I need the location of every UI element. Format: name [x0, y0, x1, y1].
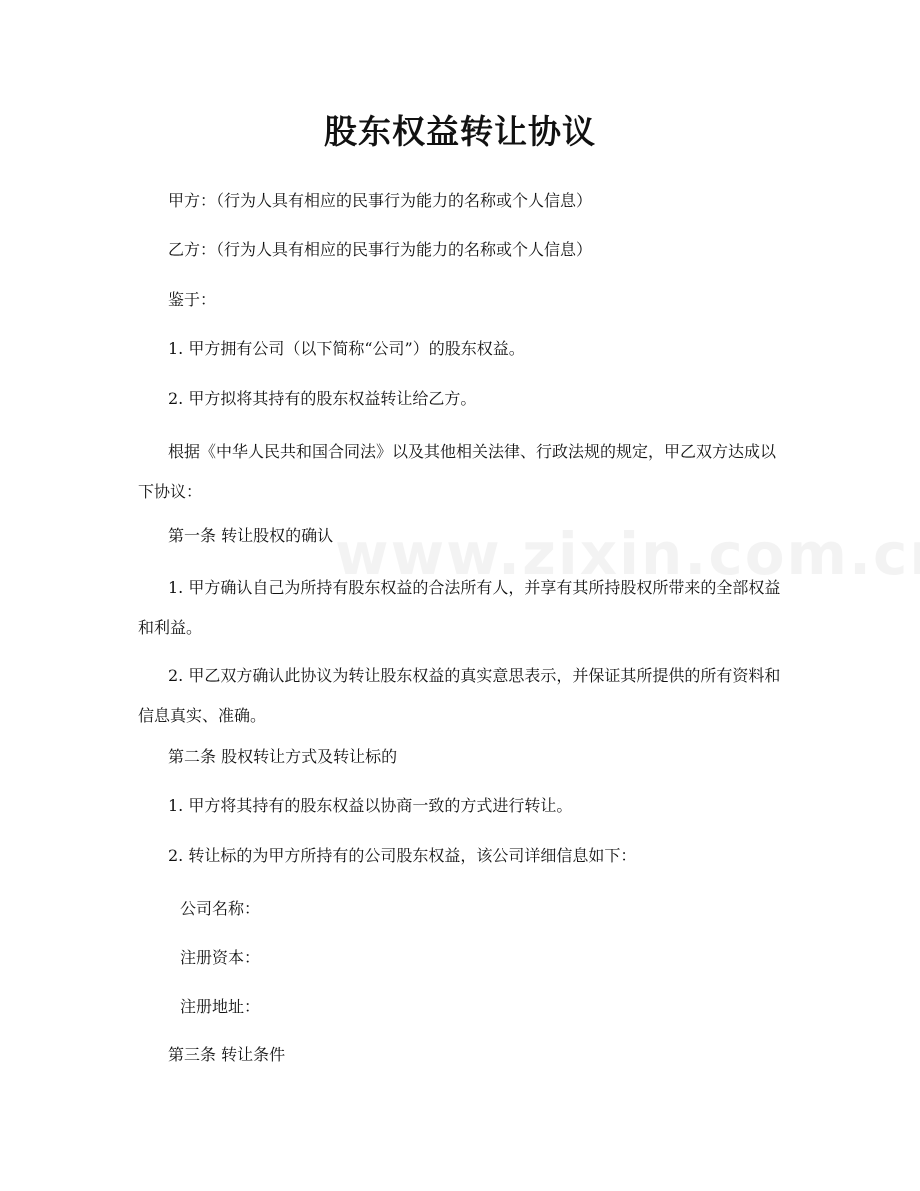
document-title: 股东权益转让协议	[324, 112, 596, 151]
article-1-item-2	[0, 656, 920, 736]
whereas-item-1	[0, 329, 920, 369]
article-2-item-2-text: 2. 转让标的为甲方所持有的公司股东权益，该公司详细信息如下：	[168, 846, 637, 865]
article-2-item-1-text: 1. 甲方将其持有的股东权益以协商一致的方式进行转让。	[168, 796, 573, 815]
whereas-line	[0, 280, 920, 320]
party-b-line	[0, 230, 920, 270]
article-1-item-2-text: 2. 甲乙双方确认此协议为转让股东权益的真实意思表示，并保证其所提供的所有资料和信息真实、准确。	[138, 666, 781, 725]
article-2-item-2	[0, 836, 920, 876]
article-2-item-1	[0, 786, 920, 826]
party-a-text: 甲方：（行为人具有相应的民事行为能力的名称或个人信息）	[168, 191, 593, 210]
article-2-heading-text: 第二条 股权转让方式及转让标的	[168, 747, 398, 766]
whereas-item-2	[0, 379, 920, 419]
whereas-item-2-text: 2. 甲方拟将其持有的股东权益转让给乙方。	[168, 389, 477, 408]
article-2-heading	[0, 737, 920, 777]
party-b-text: 乙方：（行为人具有相应的民事行为能力的名称或个人信息）	[168, 240, 593, 259]
whereas-text: 鉴于：	[168, 290, 217, 309]
registered-capital-field: 注册资本：	[180, 948, 261, 967]
article-1-item-1-text: 1. 甲方确认自己为所持有股东权益的合法所有人，并享有其所持股权所带来的全部权益和利益。	[138, 578, 781, 637]
article-1-heading-text: 第一条 转让股权的确认	[168, 526, 334, 545]
article-1-item-1	[0, 568, 920, 648]
article-1-heading	[0, 516, 920, 556]
registered-address-field: 注册地址：	[180, 997, 261, 1016]
legal-basis-text: 根据《中华人民共和国合同法》以及其他相关法律、行政法规的规定，甲乙双方达成以下协议：	[138, 442, 777, 501]
whereas-item-1-text: 1. 甲方拥有公司（以下简称“公司”）的股东权益。	[168, 339, 525, 358]
article-3-heading-text: 第三条 转让条件	[168, 1045, 286, 1064]
company-name-field: 公司名称：	[180, 899, 261, 918]
article-3-heading	[0, 1035, 920, 1075]
legal-basis-paragraph	[0, 432, 920, 512]
party-a-line	[0, 181, 920, 221]
